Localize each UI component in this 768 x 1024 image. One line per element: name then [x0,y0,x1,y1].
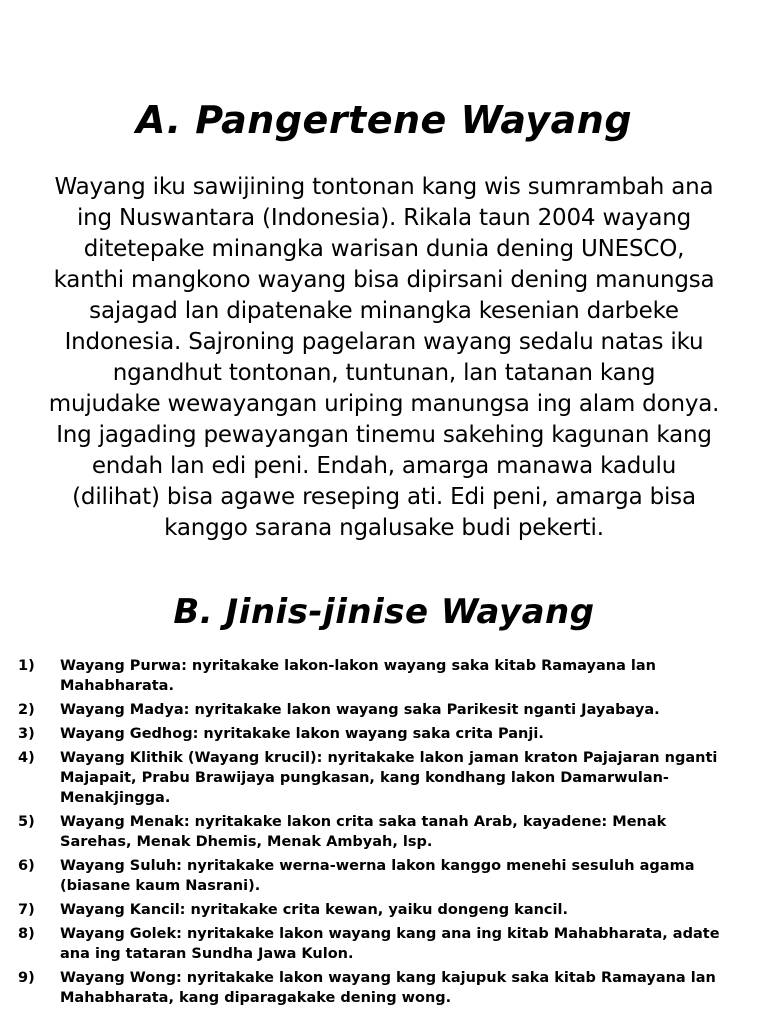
list-item-number: 8) [18,926,35,942]
list-item [18,968,738,1008]
heading-jinis-jinise-wayang: B. Jinis-jinise Wayang [173,592,595,632]
list-item-number: 3) [18,726,35,742]
list-item-number: 5) [18,814,35,830]
paragraph-line: ditetepake minangka warisan dunia dening UNESCO, [83,236,685,262]
paragraph-line: ngandhut tontonan, tuntunan, lan tatanan kang [112,360,656,386]
paragraph-line: (dilihat) bisa agawe reseping ati. Edi peni, amarga bisa [72,484,696,510]
list-item-text: Wayang Golek: nyritakake lakon wayang kang ana ing kitab Mahabharata, adate ana ing tataran Sundha Jawa Kulon. [60,926,720,962]
list-item-number: 9) [18,970,35,986]
list-item-number: 1) [18,658,35,674]
list-item-text: Wayang Klithik (Wayang krucil): nyritakake lakon jaman kraton Pajajaran nganti Majapait, Prabu Brawijaya pungkasan, kang kondhang lakon Damarwulan-Menakjingga. [60,750,718,806]
paragraph-line: ing Nuswantara (Indonesia). Rikala taun 2004 wayang [76,205,692,231]
definition-paragraph [36,172,732,544]
paragraph-line: kanggo sarana ngalusake budi pekerti. [164,515,604,541]
list-item [18,924,738,964]
list-item [18,656,738,696]
list-item-number: 6) [18,858,35,874]
list-item [18,748,738,808]
list-item-text: Wayang Wong: nyritakake lakon wayang kang kajupuk saka kitab Ramayana lan Mahabharata, kang diparagakake dening wong. [60,970,716,1006]
paragraph-line: endah lan edi peni. Endah, amarga manawa kadulu [91,453,677,479]
list-item-text: Wayang Madya: nyritakake lakon wayang saka Parikesit nganti Jayabaya. [60,702,660,718]
list-item-text: Wayang Kancil: nyritakake crita kewan, yaiku dongeng kancil. [60,902,568,918]
list-item [18,812,738,852]
paragraph-line: Ing jagading pewayangan tinemu sakehing kagunan kang [56,422,712,448]
list-item [18,700,738,720]
list-item-number: 4) [18,750,35,766]
list-item-number: 2) [18,702,35,718]
paragraph-line: Wayang iku sawijining tontonan kang wis sumrambah ana [54,174,714,200]
paragraph-line: sajagad lan dipatenake minangka kesenian darbeke [89,298,679,324]
paragraph-line: Indonesia. Sajroning pagelaran wayang sedalu natas iku [64,329,704,355]
list-item [18,856,738,896]
wayang-types-list [18,656,738,1012]
paragraph-line: mujudake wewayangan uriping manungsa ing alam donya. [48,391,720,417]
list-item [18,900,738,920]
list-item-text: Wayang Suluh: nyritakake werna-werna lakon kanggo menehi sesuluh agama (biasane kaum Nasrani). [60,858,695,894]
list-item-text: Wayang Gedhog: nyritakake lakon wayang saka crita Panji. [60,726,544,742]
list-item-number: 7) [18,902,35,918]
list-item-text: Wayang Purwa: nyritakake lakon-lakon wayang saka kitab Ramayana lan Mahabharata. [60,658,656,694]
list-item [18,724,738,744]
heading-pangertene-wayang: A. Pangertene Wayang [135,98,633,142]
paragraph-line: kanthi mangkono wayang bisa dipirsani dening manungsa [53,267,715,293]
list-item-text: Wayang Menak: nyritakake lakon crita saka tanah Arab, kayadene: Menak Sarehas, Menak Dhemis, Menak Ambyah, lsp. [60,814,667,850]
